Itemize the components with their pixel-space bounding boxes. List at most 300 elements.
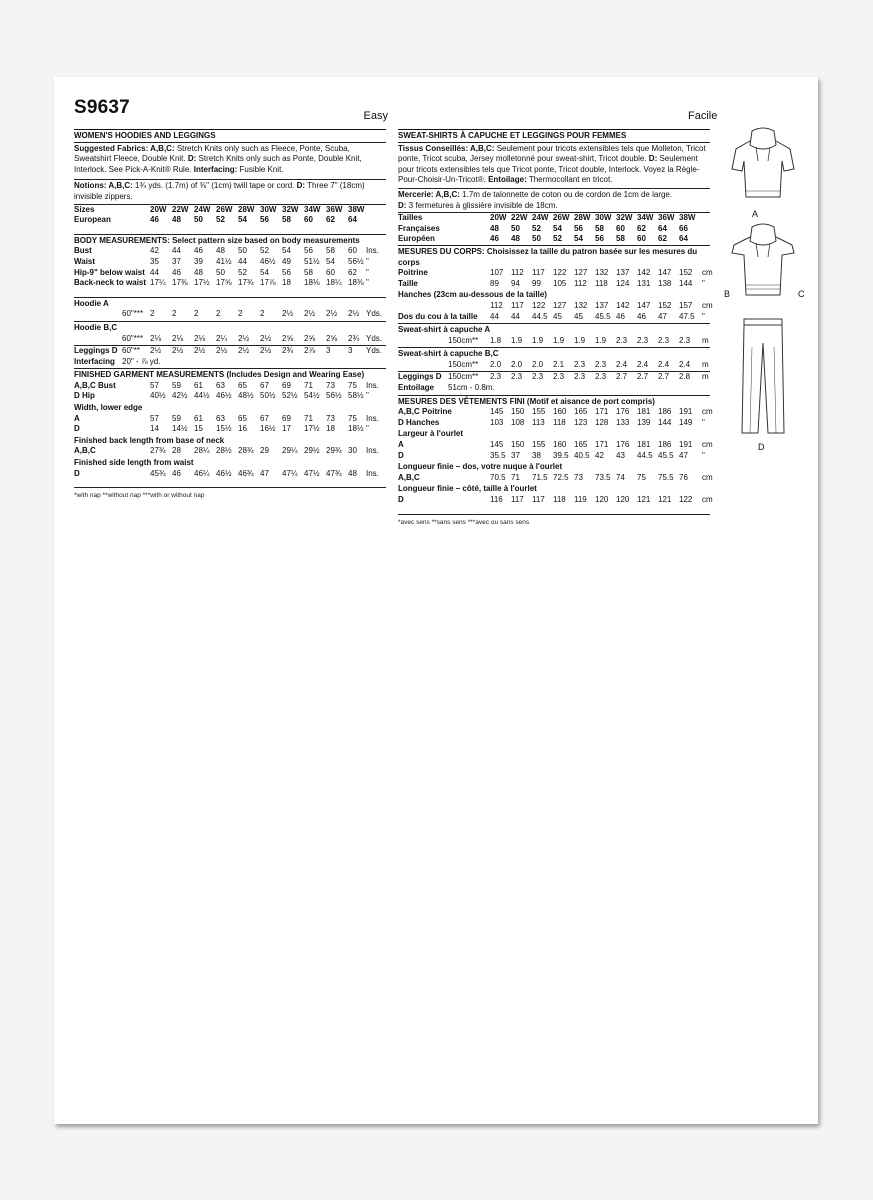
unit: Ins. xyxy=(366,413,379,423)
unit: cm xyxy=(702,407,713,417)
table-cell: 18 xyxy=(282,278,291,288)
table-cell: 145 xyxy=(490,407,504,417)
table-cell: 44 xyxy=(150,267,159,277)
table-cell: 52½ xyxy=(282,391,298,401)
unit: " xyxy=(366,391,369,401)
row-label: Bust xyxy=(74,246,92,256)
pattern-code: S9637 xyxy=(74,97,130,118)
table-cell: 18¼ xyxy=(326,278,342,288)
label-c: C xyxy=(798,289,805,299)
table-cell: 48 xyxy=(216,246,225,256)
table-cell: 2.4 xyxy=(637,359,649,369)
hanches-label: Hanches (23cm au-dessous de la taille) xyxy=(398,290,547,300)
table-cell: 42 xyxy=(150,246,159,256)
yardage-row xyxy=(74,334,386,345)
table-cell: 44 xyxy=(172,246,181,256)
table-cell: 2.0 xyxy=(532,359,544,369)
table-cell: 69 xyxy=(282,380,291,390)
table-cell: 44.5 xyxy=(637,450,653,460)
table-cell: 75 xyxy=(348,380,357,390)
notions: Notions: A,B,C: 1¾ yds. (1.7m) of ⅜" (1cm) twill tape or cord. D: Three 7" (18cm) invisible zippers. xyxy=(74,181,365,201)
unit: " xyxy=(702,417,705,427)
table-cell: 20W xyxy=(150,204,167,214)
table-cell: 117 xyxy=(532,268,545,278)
table-cell: 29¾ xyxy=(326,446,342,456)
table-cell: 117 xyxy=(532,495,545,504)
table-row xyxy=(398,495,713,506)
table-cell: 58 xyxy=(326,246,335,256)
table-cell: 58 xyxy=(304,267,313,277)
table-cell: 181 xyxy=(637,440,651,450)
table-cell: 47 xyxy=(260,468,269,478)
table-cell: 18½ xyxy=(348,424,364,434)
unit: " xyxy=(366,278,369,288)
table-cell: 112 xyxy=(511,268,524,278)
table-row xyxy=(74,446,386,457)
table-cell: 118 xyxy=(595,278,608,288)
table-cell: 46½ xyxy=(260,256,276,266)
table-cell: 176 xyxy=(616,440,630,450)
table-cell: 176 xyxy=(616,407,630,417)
table-cell: 61 xyxy=(194,380,203,390)
table-row xyxy=(74,391,386,402)
table-cell: 50 xyxy=(194,215,203,225)
table-cell: 36W xyxy=(658,213,675,223)
table-cell: 160 xyxy=(553,407,567,417)
french-sizes-row xyxy=(398,224,710,235)
table-cell: 46¼ xyxy=(194,468,210,478)
table-cell: 2⅝ xyxy=(304,333,316,343)
table-cell: 46 xyxy=(616,311,625,321)
unit: Ins. xyxy=(366,468,379,478)
table-cell: 2 xyxy=(194,309,199,319)
table-cell: 14 xyxy=(150,424,159,434)
table-cell: 64 xyxy=(348,215,357,225)
table-cell: 123 xyxy=(574,417,588,427)
table-cell: 171 xyxy=(595,407,609,417)
table-row xyxy=(398,472,713,484)
hoodie-a-label: Hoodie A xyxy=(74,298,109,308)
row-label: A,B,C Bust xyxy=(74,380,116,390)
table-cell: 58 xyxy=(282,215,291,225)
unit: cm xyxy=(702,268,713,278)
table-cell: 63 xyxy=(216,380,225,390)
table-row xyxy=(74,381,386,392)
table-cell: 152 xyxy=(679,268,693,278)
table-cell: 2.3 xyxy=(490,372,502,382)
table-cell: 118 xyxy=(553,495,566,504)
table-cell: 118 xyxy=(553,417,566,427)
interfacing-amount: 51cm - 0.8m. xyxy=(448,383,495,393)
unit: " xyxy=(366,424,369,434)
table-cell: 50 xyxy=(532,234,541,244)
table-cell: 99 xyxy=(532,278,541,288)
table-cell: 107 xyxy=(490,268,504,278)
table-cell: 73 xyxy=(326,380,335,390)
row-label: Leggings D xyxy=(74,346,118,356)
table-cell: 45¾ xyxy=(150,468,166,478)
table-cell: 52 xyxy=(238,267,247,277)
row-label: D xyxy=(398,450,404,460)
table-cell: 22W xyxy=(172,204,189,214)
table-cell: 38 xyxy=(532,450,541,460)
table-cell: 155 xyxy=(532,440,546,450)
fabric-width: 60"*** xyxy=(122,309,144,319)
table-cell: 113 xyxy=(532,417,545,427)
table-cell: 45.5 xyxy=(595,311,611,321)
difficulty-level-fr: Facile xyxy=(688,110,718,122)
table-row xyxy=(398,407,713,418)
table-row xyxy=(74,268,386,279)
table-cell: 191 xyxy=(679,440,693,450)
table-cell: 144 xyxy=(679,278,693,288)
table-cell: 2.3 xyxy=(616,335,628,345)
hoodie-a-illustration xyxy=(728,127,798,207)
table-cell: 145 xyxy=(490,440,504,450)
table-cell: 64 xyxy=(679,234,688,244)
sizes-row xyxy=(398,213,710,224)
unit: Yds. xyxy=(366,333,383,343)
table-cell: 54 xyxy=(260,267,269,277)
table-cell: 54 xyxy=(326,256,335,266)
table-cell: 27¾ xyxy=(150,446,166,456)
table-cell: 60 xyxy=(304,215,313,225)
table-cell: 36W xyxy=(326,204,343,214)
table-cell: 2.3 xyxy=(595,359,607,369)
table-cell: 46½ xyxy=(216,391,232,401)
table-cell: 108 xyxy=(511,417,525,427)
table-cell: 62 xyxy=(658,234,667,244)
table-cell: 73 xyxy=(574,472,583,482)
table-cell: 56½ xyxy=(348,256,364,266)
table-cell: 186 xyxy=(658,440,672,450)
table-cell: 75 xyxy=(637,472,646,482)
table-cell: 70.5 xyxy=(490,472,506,482)
table-cell: 57 xyxy=(150,413,159,423)
table-cell: 144 xyxy=(658,417,672,427)
table-cell: 2¾ xyxy=(348,333,360,343)
leggings-d-illustration xyxy=(738,317,788,437)
table-cell: 2½ xyxy=(348,309,360,319)
table-cell: 1.9 xyxy=(511,335,523,345)
table-cell: 34W xyxy=(637,213,654,223)
fabric-width: 60"** xyxy=(122,346,140,356)
table-cell: 127 xyxy=(553,300,567,310)
width-lower-edge-label-fr: Largeur à l'ourlet xyxy=(398,429,464,439)
table-cell: 51½ xyxy=(304,256,320,266)
table-cell: 47¼ xyxy=(282,468,298,478)
table-cell: 52 xyxy=(553,234,562,244)
table-cell: 24W xyxy=(532,213,549,223)
table-cell: 150 xyxy=(511,440,525,450)
european-row xyxy=(74,215,386,226)
fabric-width: 150cm** xyxy=(448,335,479,345)
table-cell: 42 xyxy=(595,450,604,460)
table-cell: 76 xyxy=(679,472,688,482)
european-row xyxy=(398,234,710,245)
table-cell: 52 xyxy=(260,246,269,256)
table-cell: 54 xyxy=(282,246,291,256)
table-cell: 40½ xyxy=(150,391,166,401)
table-cell: 24W xyxy=(194,204,211,214)
table-cell: 52 xyxy=(216,215,225,225)
yardage-row xyxy=(398,336,710,347)
table-cell: 60 xyxy=(326,267,335,277)
table-cell: 17½ xyxy=(194,278,210,288)
table-cell: 65 xyxy=(238,380,247,390)
table-cell: 139 xyxy=(637,417,651,427)
table-cell: 42½ xyxy=(172,391,188,401)
table-cell: 112 xyxy=(490,300,503,310)
table-cell: 66 xyxy=(679,223,688,233)
table-cell: 17¼ xyxy=(150,278,166,288)
table-cell: 26W xyxy=(216,204,233,214)
table-cell: 124 xyxy=(616,278,630,288)
table-cell: 29 xyxy=(260,446,269,456)
table-cell: 40.5 xyxy=(574,450,590,460)
table-cell: 160 xyxy=(553,440,567,450)
table-cell: 112 xyxy=(574,278,587,288)
table-cell: 157 xyxy=(679,300,693,310)
table-cell: 89 xyxy=(490,278,499,288)
table-cell: 119 xyxy=(574,495,587,504)
table-cell: 48 xyxy=(348,468,357,478)
row-label: A xyxy=(398,440,404,450)
width-lower-edge-label: Width, lower edge xyxy=(74,403,143,413)
table-cell: 138 xyxy=(658,278,672,288)
table-cell: 46¾ xyxy=(238,468,254,478)
table-cell: 2.3 xyxy=(637,335,649,345)
unit: " xyxy=(366,267,369,277)
table-cell: 105 xyxy=(553,278,567,288)
section-title-fr: SWEAT-SHIRTS À CAPUCHE ET LEGGINGS POUR FEMMES xyxy=(398,131,627,140)
table-cell: 44 xyxy=(490,311,499,321)
table-cell: 22W xyxy=(511,213,528,223)
table-cell: 16½ xyxy=(260,424,276,434)
table-cell: 147 xyxy=(658,268,672,278)
table-cell: 116 xyxy=(490,495,503,504)
table-cell: 30W xyxy=(595,213,612,223)
body-measurements-title: BODY MEASUREMENTS: Select pattern size based on body measurements xyxy=(74,235,360,245)
unit: Ins. xyxy=(366,380,379,390)
table-cell: 48 xyxy=(172,215,181,225)
section-title: WOMEN'S HOODIES AND LEGGINGS xyxy=(74,131,216,140)
table-row xyxy=(398,418,710,429)
interfacing-row xyxy=(398,383,710,394)
table-cell: 47 xyxy=(658,311,667,321)
table-cell: 50 xyxy=(511,223,520,233)
table-row xyxy=(398,268,713,279)
label-a: A xyxy=(752,209,759,219)
table-cell: 2.4 xyxy=(679,359,691,369)
table-cell: 2 xyxy=(150,309,155,319)
table-cell: 2⅛ xyxy=(172,333,184,343)
footnote-fr: *avec sens **sans sens ***avec ou sans sens xyxy=(398,518,530,526)
table-cell: 2½ xyxy=(194,346,206,356)
table-row xyxy=(398,451,710,462)
table-cell: 37 xyxy=(511,450,520,460)
table-cell: 28W xyxy=(238,204,255,214)
table-cell: 61 xyxy=(194,413,203,423)
table-cell: 75 xyxy=(348,413,357,423)
table-cell: 2½ xyxy=(238,346,250,356)
table-cell: 62 xyxy=(326,215,335,225)
table-cell: 2.3 xyxy=(553,372,565,382)
table-row xyxy=(398,279,710,290)
table-cell: 171 xyxy=(595,440,609,450)
table-cell: 2.8 xyxy=(679,372,691,382)
table-cell: 73.5 xyxy=(595,472,611,482)
table-cell: 41½ xyxy=(216,256,232,266)
row-label: A xyxy=(74,413,80,423)
hoodie-bc-label: Hoodie B,C xyxy=(74,322,118,332)
table-cell: 1.8 xyxy=(490,335,502,345)
table-cell: 15 xyxy=(194,424,203,434)
table-cell: 2⅝ xyxy=(282,333,294,343)
table-cell: 39 xyxy=(194,256,203,266)
table-cell: 17⅜ xyxy=(172,278,188,288)
unit: m xyxy=(702,372,709,382)
table-cell: 20W xyxy=(490,213,507,223)
table-cell: 131 xyxy=(637,278,651,288)
table-cell: 37 xyxy=(172,256,181,266)
row-label: A,B,C xyxy=(398,472,420,482)
table-cell: 17½ xyxy=(304,424,320,434)
table-cell: 58 xyxy=(595,223,604,233)
french-column xyxy=(398,107,718,528)
table-cell: 48½ xyxy=(238,391,254,401)
table-cell: 30W xyxy=(260,204,277,214)
table-cell: 2½ xyxy=(238,333,250,343)
unit: " xyxy=(702,450,705,460)
row-label: Leggings D xyxy=(398,372,442,382)
side-length-label: Finished side length from waist xyxy=(74,458,194,468)
table-cell: 58½ xyxy=(348,391,364,401)
table-cell: 46 xyxy=(172,267,181,277)
row-label: D xyxy=(398,495,404,504)
table-cell: 120 xyxy=(595,495,609,504)
table-row xyxy=(74,278,386,289)
sizes-row xyxy=(74,205,386,216)
table-cell: 45 xyxy=(574,311,583,321)
table-cell: 67 xyxy=(260,413,269,423)
table-cell: 1.9 xyxy=(595,335,607,345)
fabric-width: 150cm** xyxy=(448,359,479,369)
table-cell: 29½ xyxy=(304,446,320,456)
table-cell: 63 xyxy=(216,413,225,423)
table-cell: 26W xyxy=(553,213,570,223)
unit: m xyxy=(702,359,709,369)
table-cell: 48 xyxy=(194,267,203,277)
unit: " xyxy=(702,278,705,288)
table-cell: 71 xyxy=(304,413,313,423)
table-cell: 2 xyxy=(216,309,221,319)
table-cell: 62 xyxy=(637,223,646,233)
table-row xyxy=(398,312,710,323)
table-cell: 1.9 xyxy=(553,335,565,345)
table-row xyxy=(398,300,713,312)
table-cell: 72.5 xyxy=(553,472,569,482)
table-cell: 52 xyxy=(532,223,541,233)
table-row xyxy=(398,440,713,451)
table-cell: 60 xyxy=(616,223,625,233)
unit: cm xyxy=(702,300,713,310)
table-row xyxy=(74,246,386,257)
yardage-row xyxy=(398,360,710,371)
table-cell: 1.9 xyxy=(532,335,544,345)
table-cell: 29¼ xyxy=(282,446,298,456)
table-row xyxy=(74,469,386,480)
row-label: Européen xyxy=(398,234,435,244)
table-cell: 67 xyxy=(260,380,269,390)
table-cell: 2½ xyxy=(260,333,272,343)
table-cell: 2⅝ xyxy=(326,333,338,343)
table-cell: 48 xyxy=(511,234,520,244)
table-cell: 127 xyxy=(574,268,588,278)
sweat-bc-label: Sweat-shirt à capuche B,C xyxy=(398,349,499,359)
table-cell: 2.3 xyxy=(574,372,586,382)
table-cell: 2 xyxy=(172,309,177,319)
table-cell: 132 xyxy=(574,300,588,310)
table-cell: 1.9 xyxy=(574,335,586,345)
table-row xyxy=(74,414,386,425)
unit: " xyxy=(702,311,705,321)
table-cell: 46 xyxy=(637,311,646,321)
french-size-tables xyxy=(398,213,713,514)
table-cell: 46½ xyxy=(216,468,232,478)
table-cell: 2½ xyxy=(150,346,162,356)
table-cell: 73 xyxy=(326,413,335,423)
unit: cm xyxy=(702,472,713,482)
label-d: D xyxy=(758,442,765,452)
row-label: Taille xyxy=(398,278,418,288)
table-cell: 71.5 xyxy=(532,472,548,482)
table-cell: 137 xyxy=(595,300,609,310)
table-cell: 60 xyxy=(348,246,357,256)
yardage-row xyxy=(398,372,710,383)
suggested-fabrics-fr: Tissus Conseillés: A,B,C: Seulement pour tricots extensibles tels que Molleton, Tricot ponte, Tricot scuba, Jersey molletonné pour sweat-shirt, Tricot double. D: Seulement pour tricots extensibles tels que Tricot ponte, Tricot double, Interlock. Voyez la Règle-Pour-Choisir-Un-Tricot®. Entoilage: Thermocollant en tricot. xyxy=(398,143,706,185)
table-cell: 28 xyxy=(172,446,181,456)
table-cell: 149 xyxy=(679,417,693,427)
table-cell: 58 xyxy=(616,234,625,244)
table-cell: 2¾ xyxy=(282,346,294,356)
table-cell: 46 xyxy=(194,246,203,256)
table-cell: 57 xyxy=(150,380,159,390)
table-cell: 54 xyxy=(238,215,247,225)
table-cell: 142 xyxy=(637,268,651,278)
row-label: Tailles xyxy=(398,213,423,223)
table-cell: 30 xyxy=(348,446,357,456)
table-cell: 147 xyxy=(637,300,651,310)
english-column xyxy=(74,97,388,502)
table-cell: 56 xyxy=(574,223,583,233)
table-cell: 2.3 xyxy=(511,372,523,382)
row-label: A,B,C xyxy=(74,446,96,456)
row-label: D Hanches xyxy=(398,417,440,427)
table-cell: 121 xyxy=(637,495,651,504)
table-cell: 34W xyxy=(304,204,321,214)
table-cell: 39.5 xyxy=(553,450,569,460)
table-cell: 2.7 xyxy=(637,372,649,382)
table-cell: 2.1 xyxy=(553,359,565,369)
table-cell: 28½ xyxy=(216,446,232,456)
pattern-envelope-sheet xyxy=(54,77,818,1124)
unit: m xyxy=(702,335,709,345)
row-label: Entoilage xyxy=(398,383,435,393)
table-cell: 121 xyxy=(658,495,672,504)
table-cell: 150 xyxy=(511,407,525,417)
table-cell: 56 xyxy=(282,267,291,277)
